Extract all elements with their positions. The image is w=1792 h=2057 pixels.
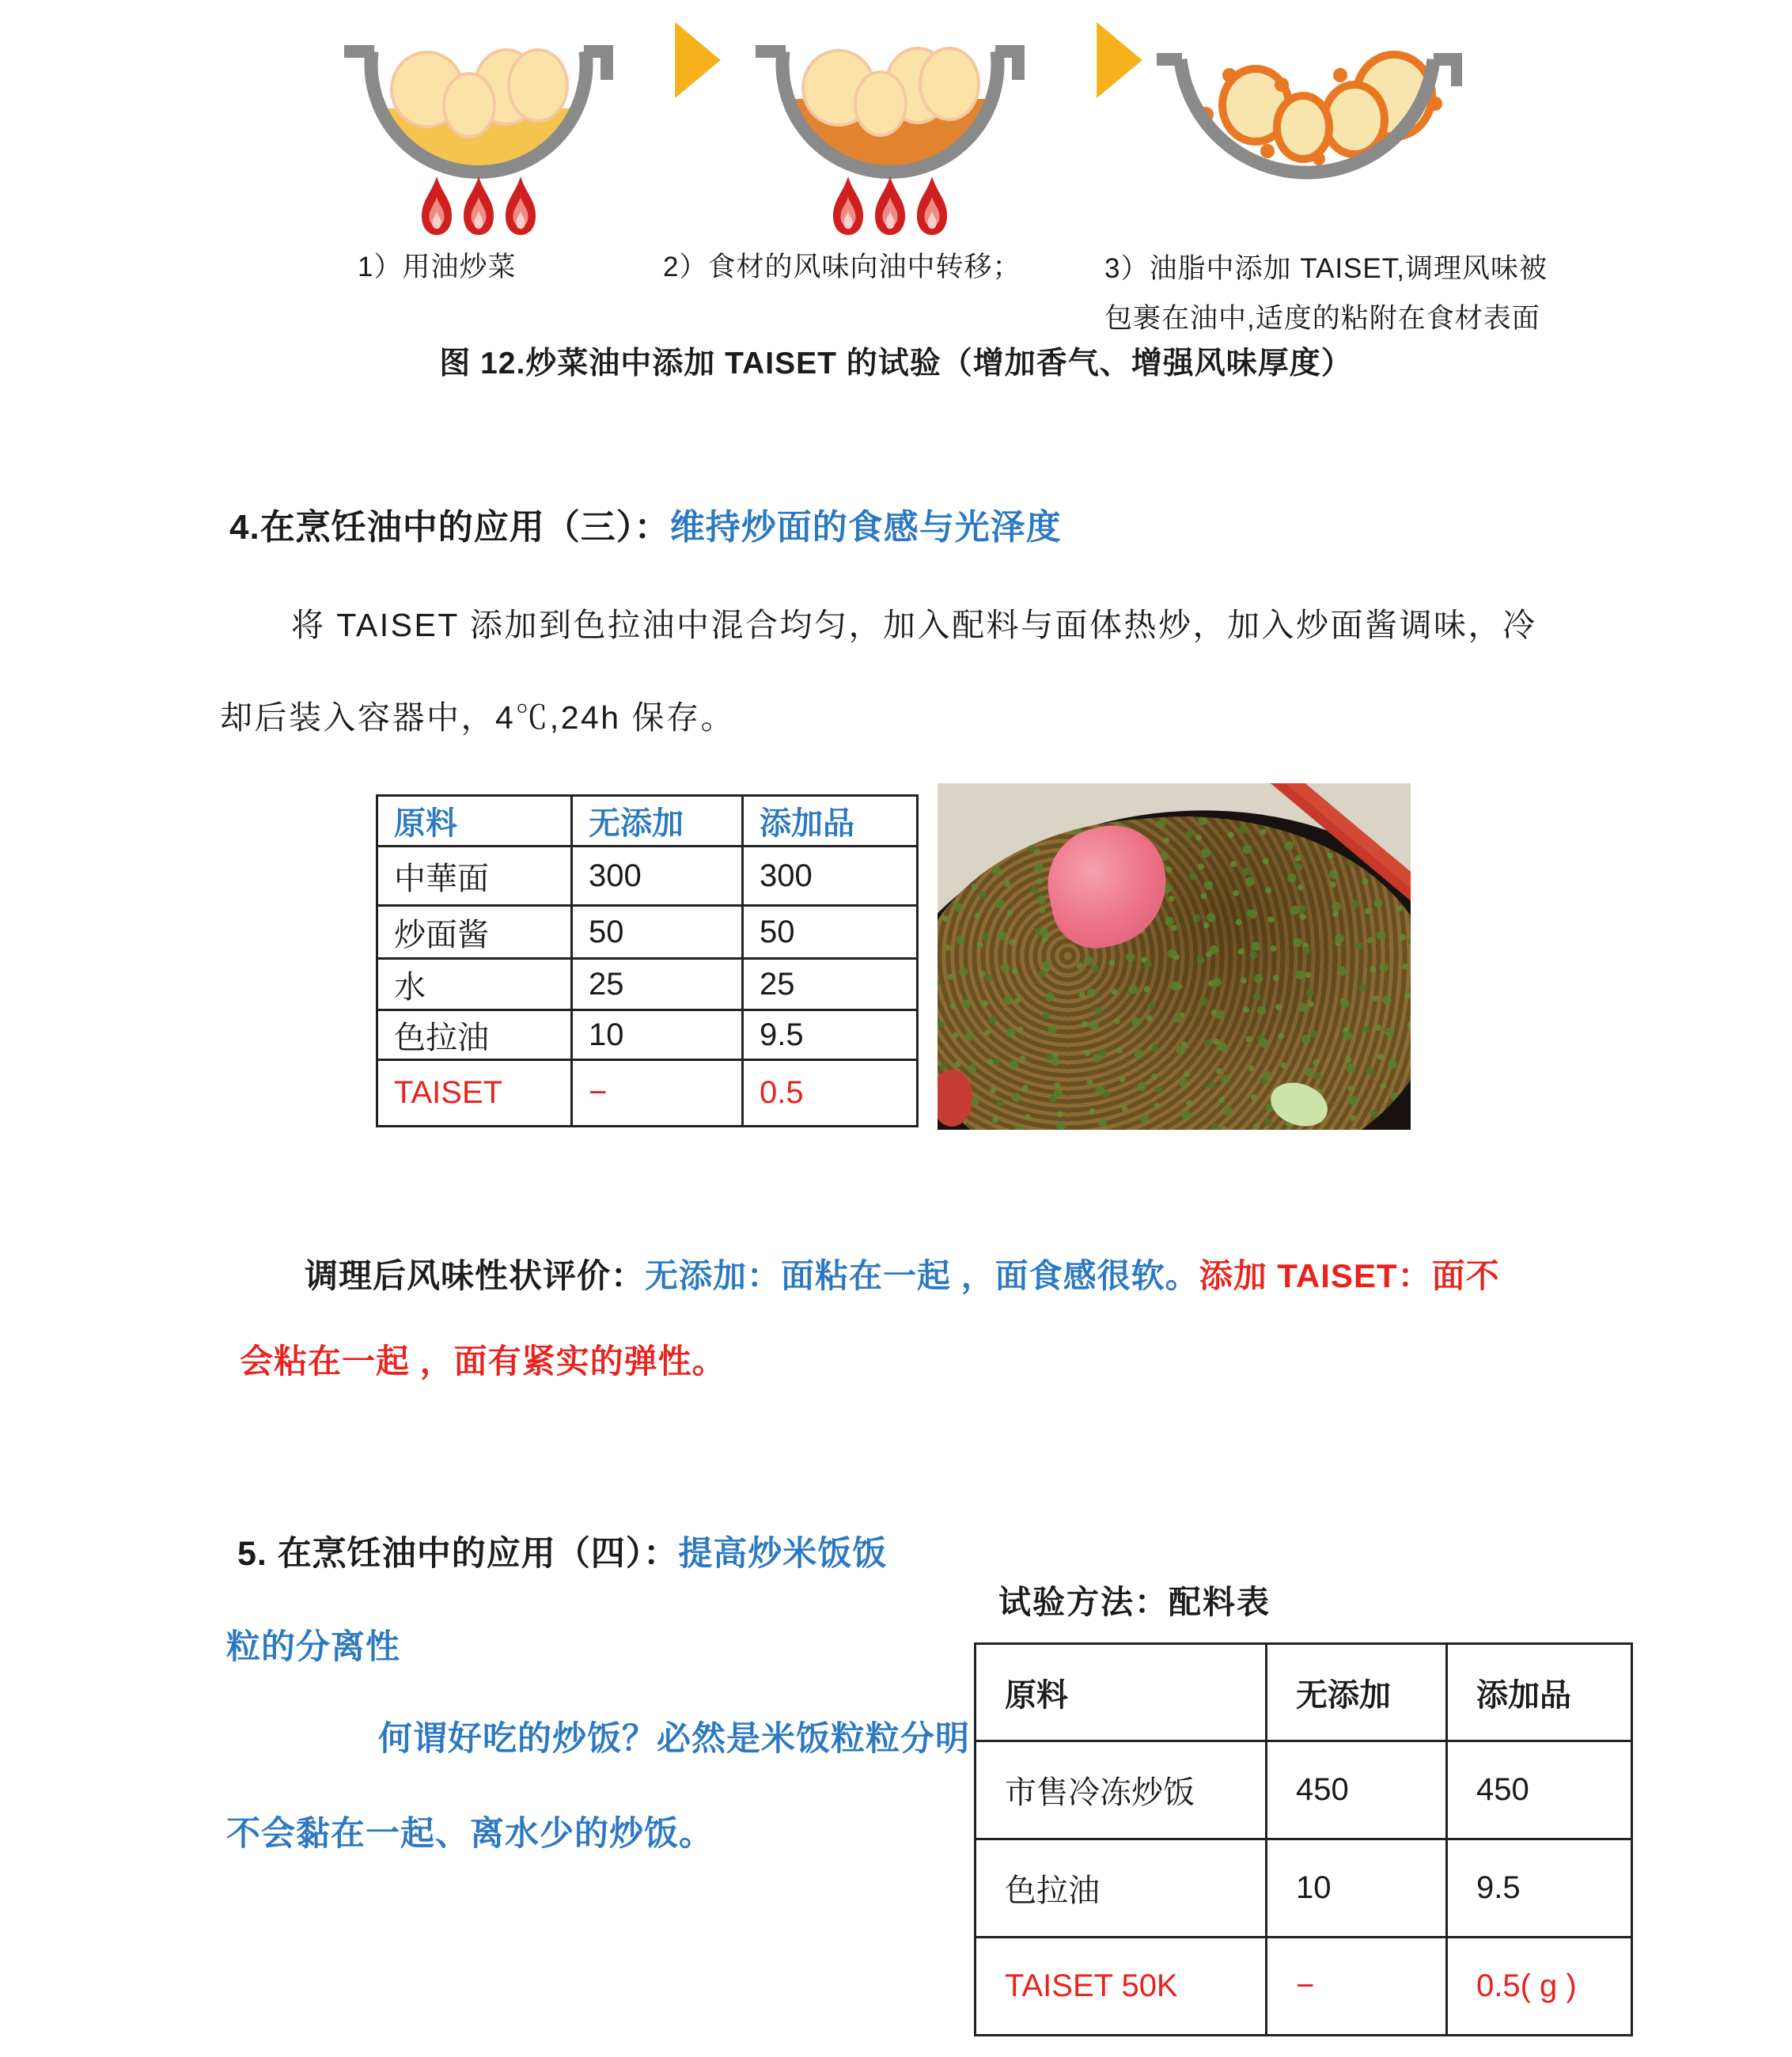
section5-heading-black: 5. 在烹饪油中的应用（四）：	[237, 1535, 679, 1573]
recipe-table-yakisoba	[376, 794, 919, 1127]
col-header-with-additive: 添加品	[743, 796, 918, 847]
cell-ingredient: TAISET 50K	[976, 1938, 1267, 2036]
table-header-row	[377, 796, 918, 847]
arrow-right-icon	[675, 22, 721, 98]
table-row	[976, 1839, 1632, 1938]
cell-ingredient: 色拉油	[377, 1010, 572, 1060]
col-header-ingredient: 原料	[976, 1644, 1267, 1741]
arrow-right-icon	[1097, 22, 1142, 98]
evaluation-label: 调理后风味性状评价：	[305, 1257, 646, 1294]
diagram-caption-1: 1）用油炒菜	[358, 252, 517, 282]
section4-paragraph-line1: 将 TAISET 添加到色拉油中混合均匀，加入配料与面体热炒，加入炒面酱调味，冷	[291, 607, 1537, 643]
diagram-caption-3-line1: 3）油脂中添加 TAISET,调理风味被	[1104, 253, 1548, 284]
cell-with-additive: 0.5	[743, 1060, 918, 1127]
cell-ingredient: 色拉油	[976, 1839, 1267, 1938]
diagram-caption-3-line2: 包裹在油中,适度的粘附在食材表面	[1104, 303, 1540, 334]
cell-with-additive: 25	[743, 959, 918, 1010]
cell-with-additive: 450	[1447, 1741, 1632, 1839]
cell-no-additive: 10	[572, 1010, 743, 1060]
section4-paragraph-line2: 却后装入容器中，4℃,24h 保存。	[220, 699, 735, 736]
cell-no-additive: 300	[572, 847, 743, 906]
cell-with-additive: 50	[743, 906, 918, 959]
cell-ingredient: 市售冷冻炒饭	[976, 1741, 1267, 1839]
wok-step3-icon	[1157, 26, 1473, 216]
table-row-taiset	[377, 1060, 918, 1127]
cell-no-additive: −	[1267, 1938, 1447, 2036]
section5-heading-line2: 粒的分离性	[226, 1628, 400, 1666]
cell-with-additive: 300	[743, 847, 918, 906]
cell-ingredient: 水	[377, 959, 572, 1010]
section5-body-line2: 不会黏在一起、离水少的炒饭。	[226, 1815, 714, 1853]
col-header-no-additive: 无添加	[1267, 1644, 1447, 1741]
section5-heading	[237, 1527, 887, 1575]
cell-no-additive: 50	[572, 906, 743, 959]
cell-with-additive: 9.5	[1447, 1839, 1632, 1938]
section4-heading-black: 4.在烹饪油中的应用（三）：	[229, 508, 670, 547]
wok-step2-icon	[756, 20, 1025, 235]
recipe-table-fried-rice	[974, 1642, 1633, 2036]
cell-ingredient: 炒面酱	[377, 906, 572, 959]
section4-heading	[229, 498, 1062, 549]
cell-ingredient: TAISET	[377, 1060, 572, 1127]
diagram-caption-2: 2）食材的风味向油中转移；	[663, 252, 1021, 282]
table-row	[976, 1741, 1632, 1839]
cell-no-additive: −	[572, 1060, 743, 1127]
evaluation-line1	[305, 1250, 1500, 1297]
col-header-ingredient: 原料	[377, 796, 572, 847]
evaluation-with-additive: 添加 TAISET：面不	[1199, 1257, 1500, 1294]
cell-with-additive: 0.5( g )	[1447, 1938, 1632, 2036]
table-header-row	[976, 1644, 1632, 1741]
col-header-no-additive: 无添加	[572, 796, 743, 847]
cell-no-additive: 10	[1267, 1839, 1447, 1938]
evaluation-no-additive: 无添加：面粘在一起 ，面食感很软。	[645, 1257, 1199, 1294]
table-row-taiset	[976, 1938, 1632, 2036]
table-row	[377, 1010, 918, 1060]
table-row	[377, 959, 918, 1010]
table-row	[377, 847, 918, 906]
cell-with-additive: 9.5	[743, 1010, 918, 1060]
cell-no-additive: 450	[1267, 1741, 1447, 1839]
diagram-caption-3	[1104, 244, 1548, 343]
wok-step1-icon	[344, 20, 613, 235]
evaluation-line2: 会粘在一起 ，面有紧实的弹性。	[240, 1343, 726, 1380]
section5-body-line1: 何谓好吃的炒饭？必然是米饭粒粒分明	[378, 1720, 970, 1758]
section4-heading-blue: 维持炒面的食感与光泽度	[669, 508, 1062, 547]
figure-caption: 图 12.炒菜油中添加 TAISET 的试验（增加香气、增强风味厚度）	[439, 347, 1353, 381]
col-header-with-additive: 添加品	[1447, 1644, 1632, 1741]
cell-no-additive: 25	[572, 959, 743, 1010]
yakisoba-photo	[938, 783, 1411, 1130]
section5-heading-blue: 提高炒米饭饭	[678, 1535, 888, 1573]
test-method-label: 试验方法：配料表	[998, 1584, 1271, 1620]
table-row	[377, 906, 918, 959]
cell-ingredient: 中華面	[377, 847, 572, 906]
